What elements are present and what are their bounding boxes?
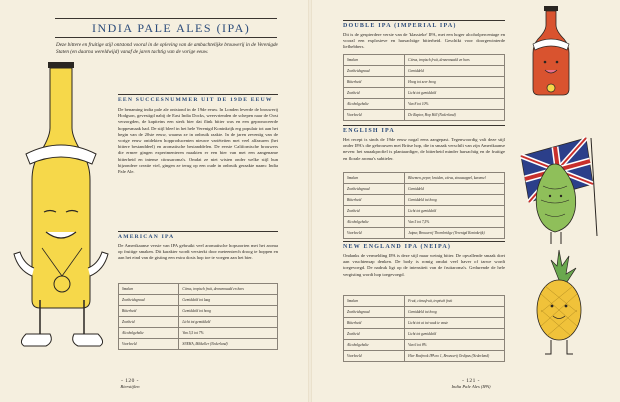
table-row: Zoetheid Licht tot gemiddeld	[344, 88, 505, 99]
beer-bottle-mascot-icon	[6, 62, 116, 362]
table-row: Alcoholgehalte Van 5,5 tot 7%	[119, 328, 278, 339]
section1-heading: EEN SUCCESNUMMER UIT DE 19DE EEUW	[118, 97, 273, 103]
table-row: Smaken Fruit, citrusfruit, tropisch fruit	[344, 296, 505, 307]
section2-heading: AMERICAN IPA	[118, 234, 175, 240]
s1-rule	[343, 20, 505, 21]
table-row: Voorbeeld Hier Bosfrook IPA no 1, Brouwerij Oedipus (Nederland)	[344, 351, 505, 362]
s2-heading: ENGLISH IPA	[343, 128, 395, 134]
table-row: Alcoholgehalte Van 5 tot 7,5%	[344, 217, 505, 228]
table-row: Bitterheid Gemiddeld tot hoog	[119, 306, 278, 317]
page-title: INDIA PALE ALES (IPA)	[92, 21, 251, 35]
double-ipa-table	[343, 54, 505, 121]
table-row: Zoetheid Licht tot gemiddeld	[119, 317, 278, 328]
table-row: Bitterheid Gemiddeld tot hoog	[344, 195, 505, 206]
section2-body: De Amerikaanse versie van IPA gebruikt veel aromatische hopsoorten met het aroma op fruitige smaken. Dit karakter wordt versterkt door meteentrech droog te hoppen en aan het eind van de gisting een extra dosis hop toe te voegen aan het bier.	[118, 243, 278, 261]
table-row: Zoetheidsgraad Gemiddeld tot hoog	[344, 307, 505, 318]
s1-heading: DOUBLE IPA (IMPERIAL IPA)	[343, 23, 457, 29]
title-rule-top	[55, 18, 277, 19]
neipa-table	[343, 295, 505, 362]
table-row: Smaken Citrus, tropisch fruit, dennennaald en hars	[344, 55, 505, 66]
intro-text: Deze bittere en fruitige stijl ontstond vooral in de opleving van de ambachtelijke brouwerij in de Verenigde Staten (en daarna wereldwijd) vanaf de jaren tachtig van de vorige eeuw.	[56, 42, 278, 55]
left-page	[0, 0, 309, 402]
table-row: Smaken Bloemen, peper, kruiden, citrus, sinaasappel, karamel	[344, 173, 505, 184]
pineapple-mascot-icon	[519, 250, 599, 360]
table-row: Voorbeeld Jaipur, Brouwerij Thornbridge (Verenigd Koninkrijk)	[344, 228, 505, 239]
table-row: Voorbeeld De Raptor, Hop Hill (Nederland)	[344, 110, 505, 121]
table-row: Zoetheid Licht tot gemiddeld	[344, 329, 505, 340]
table-row: Zoetheidsgraad Gemiddeld tot laag	[119, 295, 278, 306]
s2-body: Het recept is sinds de 19de eeuw nogal eens aangepast. Tegenwoordig valt deze stijl onder IPA's die gebrouwen met Britse hop, die in smaak verschilt van zijn Amerikaanse neven: het smaakprofiel is plantaardiger, de bitterheid minder harsachtig en de fruitige en florale aroma's subtieler.	[343, 137, 505, 161]
table-row: Alcoholgehalte Van 6 tot 8%	[344, 340, 505, 351]
section2-rule	[118, 231, 278, 232]
red-bottle-mascot-icon	[521, 6, 581, 106]
hop-cone-mascot-with-flag-icon	[511, 136, 611, 246]
table-row: Bitterheid Licht tot at tot vaak te vaste	[344, 318, 505, 329]
title-rule-bottom	[55, 37, 277, 38]
section1-body: De benaming india pale ale ontstond in de 19de eeuw. In Londen leverde de brouwerij Hodgson, gevestigd nabij de East India Docks, weervrienden de schepen naar de Oost verzorgden, de kapiteins een sterk bier dat flink bitter was en een gepronoceerde hoppesmaak had. De stijl bleef in het hele Verenigd Koninkrijk erg populair tot aan het begin van de 20ste eeuw, waarna ze in onbruik raakte. In de jaren zeventig van de vorige eeuw ontdekten hopproducenten nieuwe variëteiten met veel alfazuren (het bittere bestanddeel) en aromatische bestanddelen. De eerste Californische brouwers die ermee gingen experimenteren maakten er een bier van met een aangename bitterheid en intense citrusaroma's. Omdat ze niet wisten onder welke stijl hun bijzondere creatie viel, gingen ze terug op een oude in onbruik geraakte naam: India Pale Ale.	[118, 107, 278, 175]
s2-rule	[343, 125, 505, 126]
section1-rule	[118, 94, 278, 95]
table-row: Smaken Citrus, tropisch fruit, dennennaald en hars	[119, 284, 278, 295]
table-row: Voorbeeld SNEHA, Mikkeller (Nederland)	[119, 339, 278, 350]
s3-rule	[343, 241, 505, 242]
table-row: Zoetheidsgraad Gemiddeld	[344, 184, 505, 195]
table-row: Zoetheidsgraad Gemiddeld	[344, 66, 505, 77]
right-footer	[431, 378, 511, 389]
chapter-name: India Pale Ales (IPA)	[451, 384, 491, 389]
s1-body: Dit is de gespierdere versie van de 'klassieke' IPA, met een hoger alcoholpercentage en vooral een explosieve en harsachtige bitterheid. Geschikt voor doorgewinterde liefhebbers.	[343, 32, 505, 50]
page-number: - 121 -	[462, 378, 480, 384]
table-row: Zoetheid Licht tot gemiddeld	[344, 206, 505, 217]
american-ipa-table	[118, 283, 278, 350]
s3-heading: NEW ENGLAND IPA (NEIPA)	[343, 244, 452, 250]
s3-body: Ondanks de vermelding IPA is deze stijl maar weinig bitter. De opvallende smaak doet aan vruchtensap denken. De body is romig omdat veel haver of tarwe wordt toegevoegd. De nadruk ligt op de intensiteit van de fruitaroma's. Gedurende de hele vergisting wordt hop toegevoegd.	[343, 253, 505, 277]
right-page	[311, 0, 620, 402]
left-footer	[110, 378, 150, 389]
chapter-name: Bierstijlen	[120, 384, 140, 389]
table-row: Alcoholgehalte Van 8 tot 10%	[344, 99, 505, 110]
table-row: Bitterheid Hoog tot zeer hoog	[344, 77, 505, 88]
english-ipa-table	[343, 172, 505, 239]
page-number: - 120 -	[121, 378, 139, 384]
